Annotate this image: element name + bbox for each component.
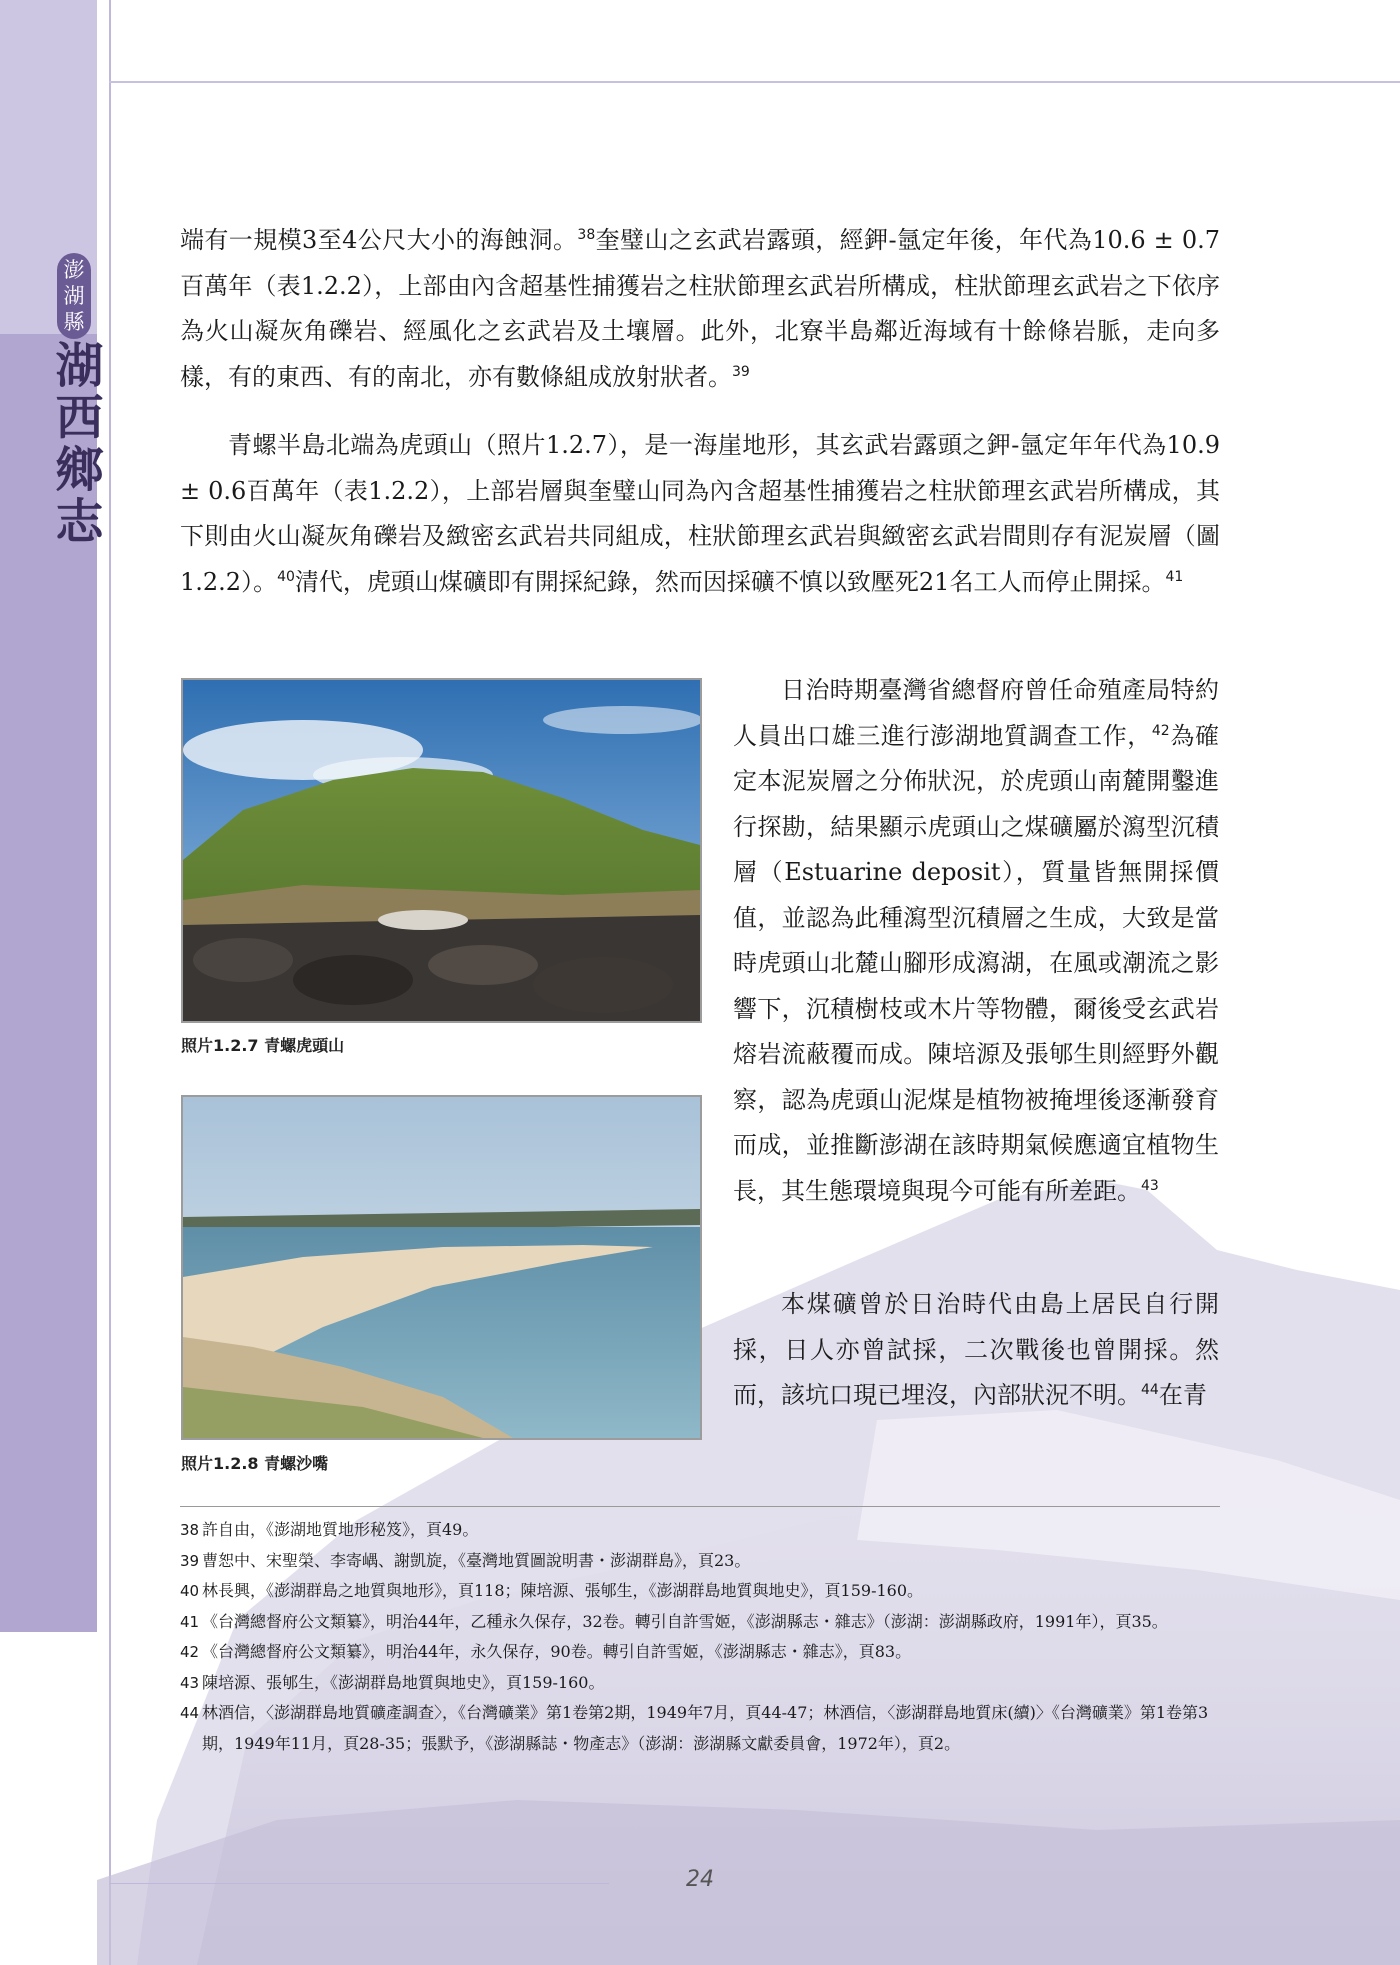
paragraph	[180, 218, 1220, 400]
paragraph-text: 端有一規模3至4公尺大小的海蝕洞。	[180, 226, 578, 254]
county-char: 澎	[63, 258, 85, 282]
page-number: 24	[686, 1867, 714, 1892]
paragraph-text: 奎璧山之玄武岩露頭，經鉀-氬定年後，年代為10.6 ± 0.7百萬年（表1.2.2），上部由內含超基性捕獲岩之柱狀節理玄武岩所構成，柱狀節理玄武岩之下依序為火山凝灰角礫岩、經風化之玄武岩及土壤層。此外，北寮半島鄰近海域有十餘條岩脈，走向多樣，有的東西、有的南北，亦有數條組成放射狀者。	[180, 226, 1220, 391]
footnote-ref[interactable]: 42	[1151, 722, 1170, 739]
footnote-text: 曹恕中、宋聖榮、李寄嵎、謝凱旋，《臺灣地質圖說明書・澎湖群島》，頁23。	[202, 1550, 751, 1570]
footnote-text: 林長興，《澎湖群島之地質與地形》，頁118；陳培源、張郇生，《澎湖群島地質與地史》，頁159-160。	[202, 1581, 924, 1600]
paragraph-text: 日治時期臺灣省總督府曾任命殖產局特約人員出口雄三進行澎湖地質調查工作，	[733, 676, 1219, 750]
frame-horizontal-line	[109, 81, 1400, 83]
photo-caption: 照片1.2.7 青螺虎頭山	[181, 1036, 345, 1055]
footnote	[180, 1576, 1220, 1607]
paragraph-text: 在青	[1158, 1381, 1207, 1409]
book-title: 湖西鄉志	[47, 340, 103, 548]
footnote	[180, 1607, 1220, 1638]
county-seal	[57, 253, 91, 339]
paragraph-text: 青螺半島北端為虎頭山（照片1.2.7），是一海崖地形，其玄武岩露頭之鉀-氬定年年代為10.9 ± 0.6百萬年（表1.2.2），上部岩層與奎璧山同為內含超基性捕獲岩之柱狀節理玄武岩所構成，其下則由火山凝灰角礫岩及緻密玄武岩共同組成，柱狀節理玄武岩與緻密玄武岩間則存有泥炭層（圖1.2.2）。	[180, 431, 1220, 596]
paragraph-text: 清代，虎頭山煤礦即有開採紀錄，然而因採礦不慎以致壓死21名工人而停止開採。	[294, 567, 1166, 596]
paragraph	[733, 668, 1219, 1214]
footnote-text: 《台灣總督府公文類纂》，明治44年，乙種永久保存，32卷。轉引自許雪姬，《澎湖縣志・雜志》（澎湖：澎湖縣政府，1991年），頁35。	[202, 1611, 1168, 1631]
footnote-number: 38	[180, 1521, 200, 1539]
footnote-text: 林酒信，〈澎湖群島地質礦產調查〉，《台灣礦業》第1卷第2期，1949年7月，頁44-47；林酒信，〈澎湖群島地質床(續)〉《台灣礦業》第1卷第3期，1949年11月，頁28-35；張默予，《澎湖縣誌・物產志》（澎湖：澎湖縣文獻委員會，1972年），頁2。	[202, 1703, 1209, 1753]
paragraph-text: 本煤礦曾於日治時代由島上居民自行開採，日人亦曾試採，二次戰後也曾開採。然而，該坑口現已埋沒，內部狀況不明。	[733, 1290, 1219, 1409]
headland-illustration	[183, 680, 700, 1021]
footnote-ref[interactable]: 39	[732, 363, 750, 380]
photo-hutou-mountain	[181, 678, 702, 1023]
footnote-number: 43	[180, 1673, 200, 1692]
footnote-number: 44	[180, 1704, 200, 1722]
footnote-ref[interactable]: 44	[1141, 1382, 1159, 1398]
footnote	[180, 1668, 1220, 1699]
footnote	[180, 1698, 1220, 1759]
footnote-text: 《台灣總督府公文類纂》，明治44年，永久保存，90卷。轉引自許雪姬，《澎湖縣志・雜志》，頁83。	[202, 1642, 912, 1661]
footnote-text: 許自由，《澎湖地質地形秘笈》，頁49。	[202, 1520, 479, 1539]
footnote-ref[interactable]: 43	[1141, 1177, 1159, 1194]
footnote-number: 42	[180, 1643, 200, 1661]
footnote-divider	[180, 1506, 1220, 1507]
footnote-ref[interactable]: 41	[1165, 568, 1184, 585]
footnote-number: 39	[180, 1551, 200, 1570]
footnotes	[180, 1515, 1220, 1759]
paragraph	[180, 423, 1220, 605]
paragraph	[733, 1282, 1219, 1419]
county-char: 湖	[63, 284, 85, 308]
footnote	[180, 1515, 1220, 1546]
bottom-divider	[109, 1883, 609, 1884]
paragraph-text: 為確定本泥炭層之分佈狀況，於虎頭山南麓開鑿進行探勘，結果顯示虎頭山之煤礦屬於瀉型沉積層（Estuarine deposit），質量皆無開採價值，並認為此種瀉型沉積層之生成，大致是當時虎頭山北麓山腳形成瀉湖，在風或潮流之影響下，沉積樹枝或木片等物體，爾後受玄武岩熔岩流蔽覆而成。陳培源及張郇生則經野外觀察，認為虎頭山泥煤是植物被掩埋後逐漸發育而成，並推斷澎湖在該時期氣候應適宜植物生長，其生態環境與現今可能有所差距。	[733, 721, 1219, 1205]
county-char: 縣	[63, 310, 85, 334]
footnote-ref[interactable]: 40	[277, 568, 295, 585]
photo-sandspit	[181, 1095, 702, 1440]
footnote-number: 41	[180, 1612, 200, 1631]
footnote-text: 陳培源、張郇生，《澎湖群島地質與地史》，頁159-160。	[202, 1672, 605, 1692]
photo-caption: 照片1.2.8 青螺沙嘴	[181, 1454, 329, 1473]
footnote-number: 40	[180, 1582, 200, 1600]
footnote-ref[interactable]: 38	[577, 227, 596, 243]
sandspit-illustration	[183, 1097, 700, 1438]
footnote	[180, 1637, 1220, 1668]
footnote	[180, 1546, 1220, 1577]
